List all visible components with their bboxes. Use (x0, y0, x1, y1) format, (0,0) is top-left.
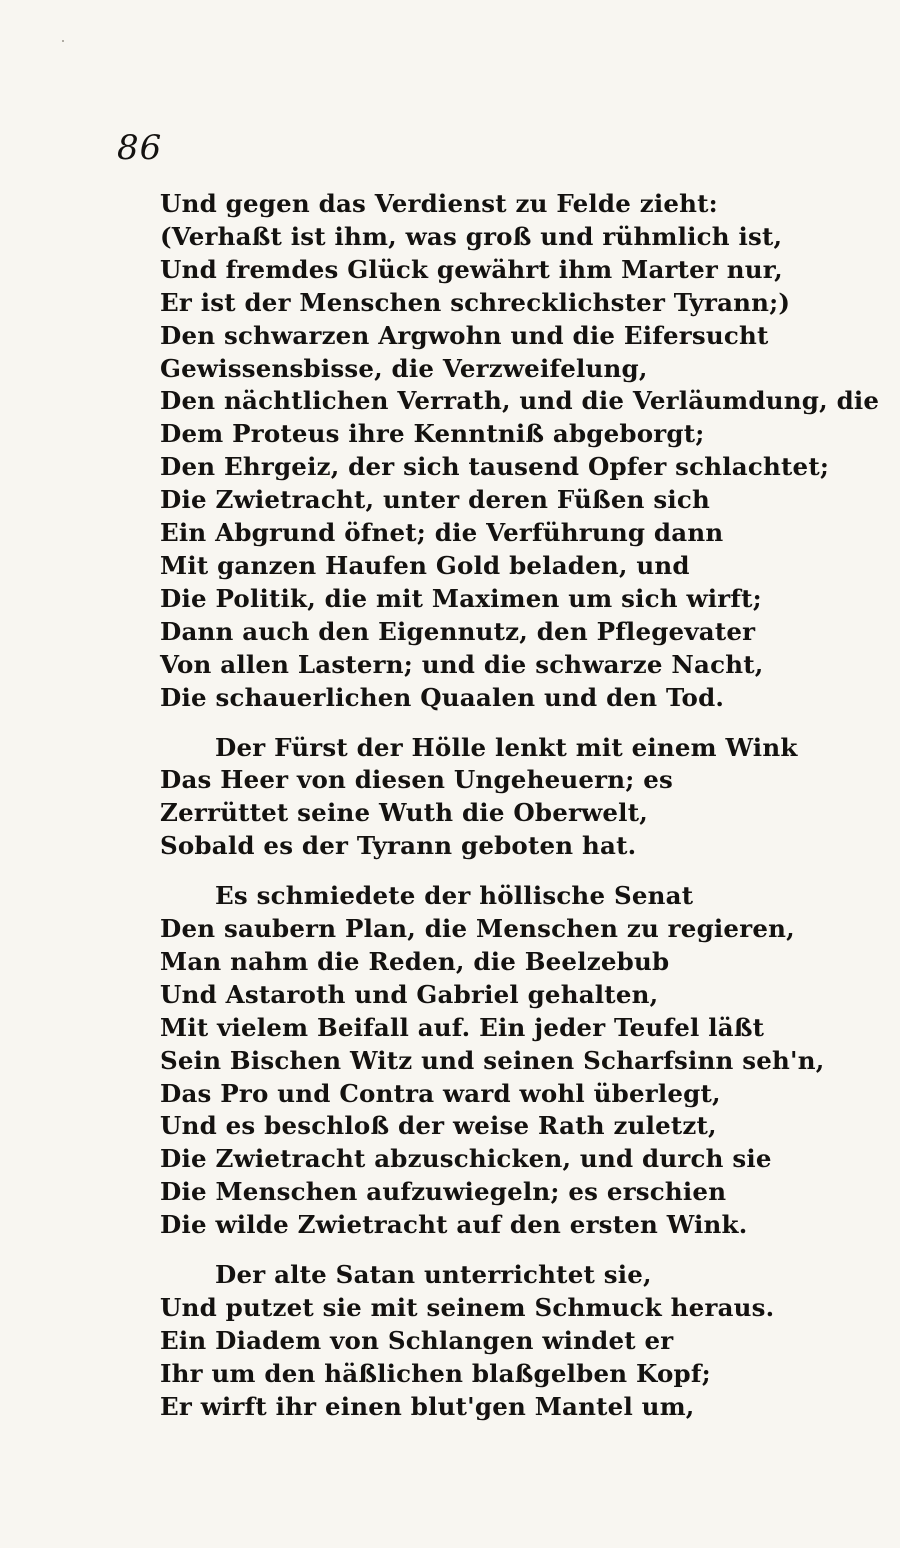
verse-line: Sobald es der Tyrann geboten hat. (160, 831, 637, 861)
verse-line: Ein Diadem von Schlangen windet er (160, 1325, 674, 1355)
stanza-1 (160, 188, 880, 715)
verse-line: Die Zwietracht, unter deren Füßen sich (160, 485, 711, 515)
verse-line: Und Astaroth und Gabriel gehalten, (160, 979, 659, 1009)
verse-line: Zerrüttet seine Wuth die Oberwelt, (160, 798, 648, 828)
verse-line: Dem Proteus ihre Kenntniß abgeborgt; (160, 419, 705, 449)
verse-line: Den schwarzen Argwohn und die Eifersucht (160, 320, 769, 350)
verse-line: Und es beschloß der weise Rath zuletzt, (160, 1111, 717, 1141)
verse-line: Der Fürst der Hölle lenkt mit einem Wink (215, 732, 798, 762)
verse-line: Ihr um den häßlichen blaßgelben Kopf; (160, 1358, 711, 1388)
verse-line: Gewissensbisse, die Verzweifelung, (160, 353, 648, 383)
verse-line: Sein Bischen Witz und seinen Scharfsinn seh'n, (160, 1045, 825, 1075)
verse-line: Die Politik, die mit Maximen um sich wirft; (160, 583, 762, 613)
verse-line: Mit vielem Beifall auf. Ein jeder Teufel läßt (160, 1012, 765, 1042)
verse-line: Die schauerlichen Quaalen und den Tod. (160, 682, 725, 712)
verse-line: Den Ehrgeiz, der sich tausend Opfer schlachtet; (160, 452, 830, 482)
verse-line: Das Heer von diesen Ungeheuern; es (160, 765, 674, 795)
verse-line: Den nächtlichen Verrath, und die Verläumdung, die (160, 386, 880, 416)
verse-line: Mit ganzen Haufen Gold beladen, und (160, 550, 690, 580)
verse-line: Der alte Satan unterrichtet sie, (215, 1260, 652, 1290)
paper-speck (62, 40, 64, 42)
verse-line: Es schmiedete der höllische Senat (215, 881, 694, 911)
verse-line: Die Zwietracht abzuschicken, und durch sie (160, 1144, 772, 1174)
verse-line: Und putzet sie mit seinem Schmuck heraus. (160, 1293, 775, 1322)
verse-line: Dann auch den Eigennutz, den Pflegevater (160, 616, 756, 646)
verse-line: Die wilde Zwietracht auf den ersten Wink. (160, 1210, 748, 1240)
verse-line: Die Menschen aufzuwiegeln; es erschien (160, 1177, 727, 1207)
verse-line: Er wirft ihr einen blut'gen Mantel um, (160, 1391, 695, 1421)
verse-line: Das Pro und Contra ward wohl überlegt, (160, 1078, 721, 1108)
verse-line: (Verhaßt ist ihm, was groß und rühmlich ist, (160, 221, 783, 251)
verse-line: Und gegen das Verdienst zu Felde zieht: (160, 189, 718, 218)
verse-line: Den saubern Plan, die Menschen zu regieren, (160, 914, 795, 944)
verse-line: Er ist der Menschen schrecklichster Tyrann;) (160, 287, 791, 317)
stanza-4 (160, 1259, 860, 1424)
stanza-3 (160, 880, 860, 1242)
verse-line: Von allen Lastern; und die schwarze Nacht, (160, 649, 764, 679)
stanza-2 (160, 732, 860, 864)
verse-line: Man nahm die Reden, die Beelzebub (160, 946, 670, 976)
verse-line: Und fremdes Glück gewährt ihm Marter nur, (160, 254, 783, 284)
page-number: 86 (117, 128, 163, 168)
verse-line: Ein Abgrund öfnet; die Verführung dann (160, 518, 724, 548)
poem-text (160, 188, 880, 1424)
